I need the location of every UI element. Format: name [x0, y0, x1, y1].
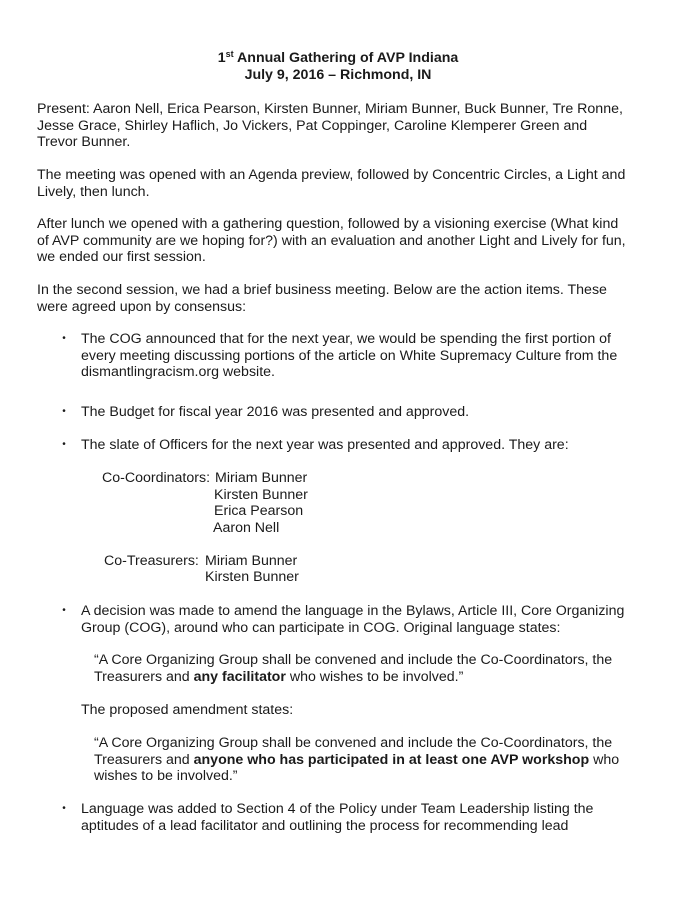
attendees-paragraph: [37, 101, 667, 151]
treasurers-label: Co-Treasurers:: [104, 553, 199, 569]
text-line: [94, 752, 619, 769]
text-line: Present: Aaron Nell, Erica Pearson, Kirsten Bunner, Miriam Bunner, Buck Bunner, Tre Ronne,: [37, 101, 623, 117]
text-line: “A Core Organizing Group shall be convened and include the Co-Coordinators, the: [94, 735, 613, 751]
emphasis-text: any facilitator: [193, 668, 286, 685]
bullet-icon: •: [62, 333, 66, 344]
officer-name: Miriam Bunner: [205, 553, 298, 569]
officer-name: Kirsten Bunner: [214, 487, 308, 503]
text-line: Group (COG), around who can participate in COG. Original language states:: [81, 619, 561, 636]
document-subtitle: July 9, 2016 – Richmond, IN: [244, 67, 432, 83]
bullet-icon: •: [62, 605, 66, 616]
text-line: In the second session, we had a brief business meeting. Below are the action items. These: [37, 282, 607, 298]
bullet-icon: •: [62, 406, 66, 417]
text-line: Lively, then lunch.: [37, 183, 150, 200]
document-title: [0, 50, 676, 67]
text-line: “A Core Organizing Group shall be convened and include the Co-Coordinators, the: [94, 652, 613, 668]
text-line: every meeting discussing portions of the article on White Supremacy Culture from the: [81, 347, 618, 364]
opening-paragraph: [37, 167, 667, 200]
bullet-icon: •: [62, 439, 66, 450]
title-ordinal-suffix: st: [225, 49, 234, 59]
emphasis-text: anyone who has participated in at least one AVP workshop: [193, 751, 590, 768]
title-ordinal: 1: [217, 50, 226, 66]
officer-name: Kirsten Bunner: [205, 569, 299, 585]
text-span: Treasurers and: [94, 751, 194, 768]
text-line: The Budget for fiscal year 2016 was presented and approved.: [81, 404, 470, 420]
bullet-icon: •: [62, 803, 66, 814]
after-lunch-paragraph: [37, 216, 667, 266]
proposed-language-quote: [94, 735, 619, 785]
text-line: Trevor Bunner.: [37, 134, 131, 151]
text-line: A decision was made to amend the language in the Bylaws, Article III, Core Organizing: [81, 603, 625, 619]
officer-name: Erica Pearson: [214, 503, 304, 519]
proposed-intro: The proposed amendment states:: [81, 702, 294, 718]
text-line: After lunch we opened with a gathering question, followed by a visioning exercise (What kind: [37, 216, 619, 232]
title-text: Annual Gathering of AVP Indiana: [233, 50, 459, 66]
text-span: who: [589, 751, 620, 768]
original-language-quote: [94, 652, 612, 685]
text-line: were agreed upon by consensus:: [37, 298, 247, 315]
text-line: The COG announced that for the next year, we would be spending the first portion of: [81, 331, 611, 347]
text-line: dismantlingracism.org website.: [81, 364, 275, 381]
text-line: of AVP community are we hoping for?) with an evaluation and another Light and Lively for fun,: [37, 232, 626, 249]
text-line: Language was added to Section 4 of the Policy under Team Leadership listing the: [81, 801, 594, 817]
text-line: The meeting was opened with an Agenda preview, followed by Concentric Circles, a Light and: [37, 167, 626, 183]
text-span: Treasurers and: [94, 668, 194, 685]
text-line: The slate of Officers for the next year was presented and approved. They are:: [81, 437, 569, 453]
text-line: aptitudes of a lead facilitator and outlining the process for recommending lead: [81, 817, 569, 834]
text-line: Jesse Grace, Shirley Haflich, Jo Vickers, Pat Coppinger, Caroline Klemperer Green and: [37, 117, 588, 134]
text-line: [94, 669, 612, 686]
text-line: wishes to be involved.”: [94, 768, 238, 785]
text-line: we ended our first session.: [37, 249, 206, 266]
officer-name: Miriam Bunner: [215, 470, 308, 486]
second-session-paragraph: [37, 282, 667, 315]
officer-name: Aaron Nell: [213, 520, 280, 536]
text-span: who wishes to be involved.”: [285, 668, 464, 685]
coordinators-label: Co-Coordinators:: [102, 470, 211, 486]
